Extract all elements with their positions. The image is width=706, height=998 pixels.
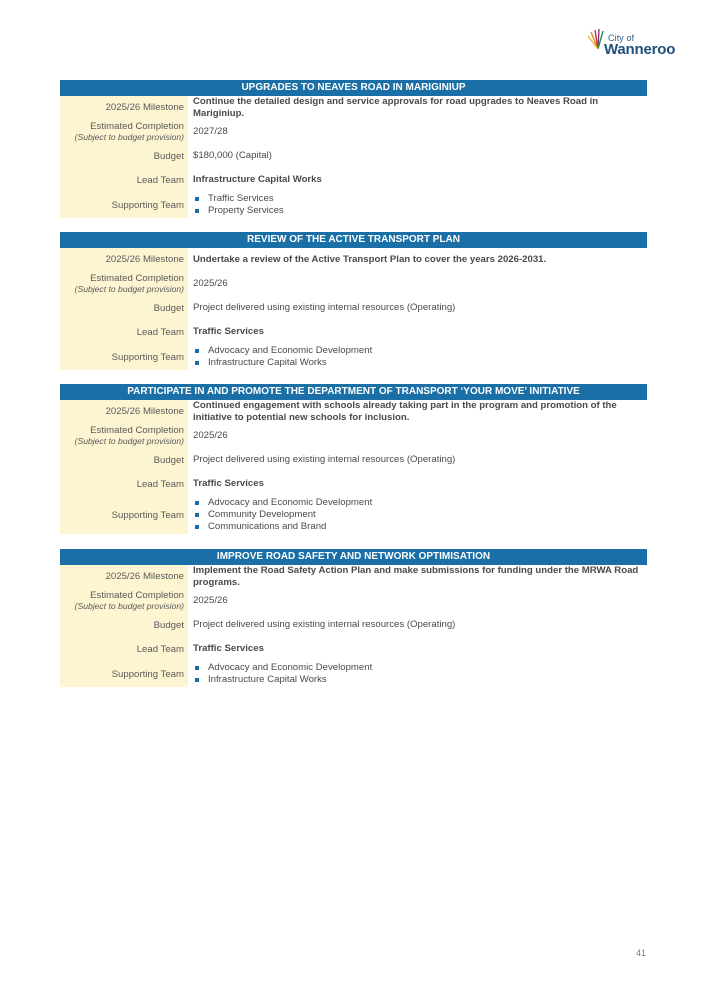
budget-row (60, 448, 647, 472)
completion-label-text: Estimated Completion (90, 272, 184, 284)
milestone-row (60, 96, 647, 119)
budget-row (60, 144, 647, 168)
completion-row (60, 271, 647, 296)
budget-label: Budget (60, 296, 188, 320)
supporting-team-row (60, 661, 647, 687)
page-number: 41 (636, 948, 647, 958)
lead-team-value: Traffic Services (193, 326, 264, 338)
milestone-label: 2025/26 Milestone (60, 96, 188, 119)
section-title: REVIEW OF THE ACTIVE TRANSPORT PLAN (60, 232, 647, 248)
lead-team-label: Lead Team (60, 168, 188, 192)
list-item: Property Services (193, 205, 284, 217)
completion-label-sub: (Subject to budget provision) (74, 600, 184, 611)
lead-team-label: Lead Team (60, 320, 188, 344)
completion-row (60, 588, 647, 613)
list-item: Infrastructure Capital Works (193, 357, 372, 369)
project-section (60, 232, 647, 370)
completion-label-sub: (Subject to budget provision) (74, 131, 184, 142)
milestone-value: Implement the Road Safety Action Plan and make submissions for funding under the MRWA Road programs. (193, 565, 639, 588)
supporting-team-row (60, 496, 647, 534)
list-item: Traffic Services (193, 193, 284, 205)
supporting-team-list (188, 193, 284, 217)
supporting-team-row (60, 192, 647, 218)
budget-label: Budget (60, 144, 188, 168)
logo-city-of: City of (608, 33, 635, 43)
completion-value: 2027/28 (193, 125, 228, 137)
completion-label (60, 423, 188, 448)
milestone-row (60, 400, 647, 423)
lead-team-label: Lead Team (60, 472, 188, 496)
budget-value: Project delivered using existing internal resources (Operating) (193, 454, 456, 466)
budget-value: Project delivered using existing internal resources (Operating) (193, 619, 456, 631)
completion-value: 2025/26 (193, 277, 228, 289)
completion-label-text: Estimated Completion (90, 589, 184, 601)
supporting-team-label: Supporting Team (60, 496, 188, 534)
budget-row (60, 296, 647, 320)
budget-value: Project delivered using existing internal resources (Operating) (193, 302, 456, 314)
budget-label: Budget (60, 448, 188, 472)
milestone-row (60, 248, 647, 271)
project-section (60, 80, 647, 218)
lead-team-value: Traffic Services (193, 643, 264, 655)
completion-value: 2025/26 (193, 429, 228, 441)
budget-row (60, 613, 647, 637)
milestone-value: Undertake a review of the Active Transport Plan to cover the years 2026-2031. (193, 253, 547, 265)
completion-label-text: Estimated Completion (90, 120, 184, 132)
supporting-team-list (188, 497, 372, 533)
project-section (60, 549, 647, 687)
list-item: Advocacy and Economic Development (193, 497, 372, 509)
lead-team-row (60, 637, 647, 661)
lead-team-row (60, 320, 647, 344)
completion-label (60, 271, 188, 296)
list-item: Advocacy and Economic Development (193, 345, 372, 357)
city-logo (586, 27, 674, 63)
completion-label (60, 119, 188, 144)
supporting-team-label: Supporting Team (60, 192, 188, 218)
budget-value: $180,000 (Capital) (193, 150, 272, 162)
milestone-label: 2025/26 Milestone (60, 248, 188, 271)
section-title: UPGRADES TO NEAVES ROAD IN MARIGINIUP (60, 80, 647, 96)
completion-label-sub: (Subject to budget provision) (74, 435, 184, 446)
project-section (60, 384, 647, 534)
list-item: Communications and Brand (193, 521, 372, 533)
milestone-value: Continue the detailed design and service approvals for road upgrades to Neaves Road in Mariginiup. (193, 96, 599, 119)
milestone-row (60, 565, 647, 588)
completion-label-sub: (Subject to budget provision) (74, 283, 184, 294)
supporting-team-label: Supporting Team (60, 661, 188, 687)
completion-row (60, 423, 647, 448)
lead-team-value: Infrastructure Capital Works (193, 174, 322, 186)
completion-value: 2025/26 (193, 594, 228, 606)
milestone-value: Continued engagement with schools already taking part in the program and promotion of the initiative to potential new schools for inclusion. (193, 400, 617, 423)
completion-row (60, 119, 647, 144)
supporting-team-label: Supporting Team (60, 344, 188, 370)
completion-label-text: Estimated Completion (90, 424, 184, 436)
supporting-team-list (188, 345, 372, 369)
lead-team-value: Traffic Services (193, 478, 264, 490)
supporting-team-row (60, 344, 647, 370)
supporting-team-list (188, 662, 372, 686)
list-item: Advocacy and Economic Development (193, 662, 372, 674)
lead-team-label: Lead Team (60, 637, 188, 661)
completion-label (60, 588, 188, 613)
list-item: Community Development (193, 509, 372, 521)
milestone-label: 2025/26 Milestone (60, 565, 188, 588)
section-title: PARTICIPATE IN AND PROMOTE THE DEPARTMENT OF TRANSPORT ‘YOUR MOVE’ INITIATIVE (60, 384, 647, 400)
logo-wordmark: Wanneroo (604, 41, 676, 58)
section-title: IMPROVE ROAD SAFETY AND NETWORK OPTIMISATION (60, 549, 647, 565)
milestone-label: 2025/26 Milestone (60, 400, 188, 423)
lead-team-row (60, 168, 647, 192)
budget-label: Budget (60, 613, 188, 637)
list-item: Infrastructure Capital Works (193, 674, 372, 686)
lead-team-row (60, 472, 647, 496)
